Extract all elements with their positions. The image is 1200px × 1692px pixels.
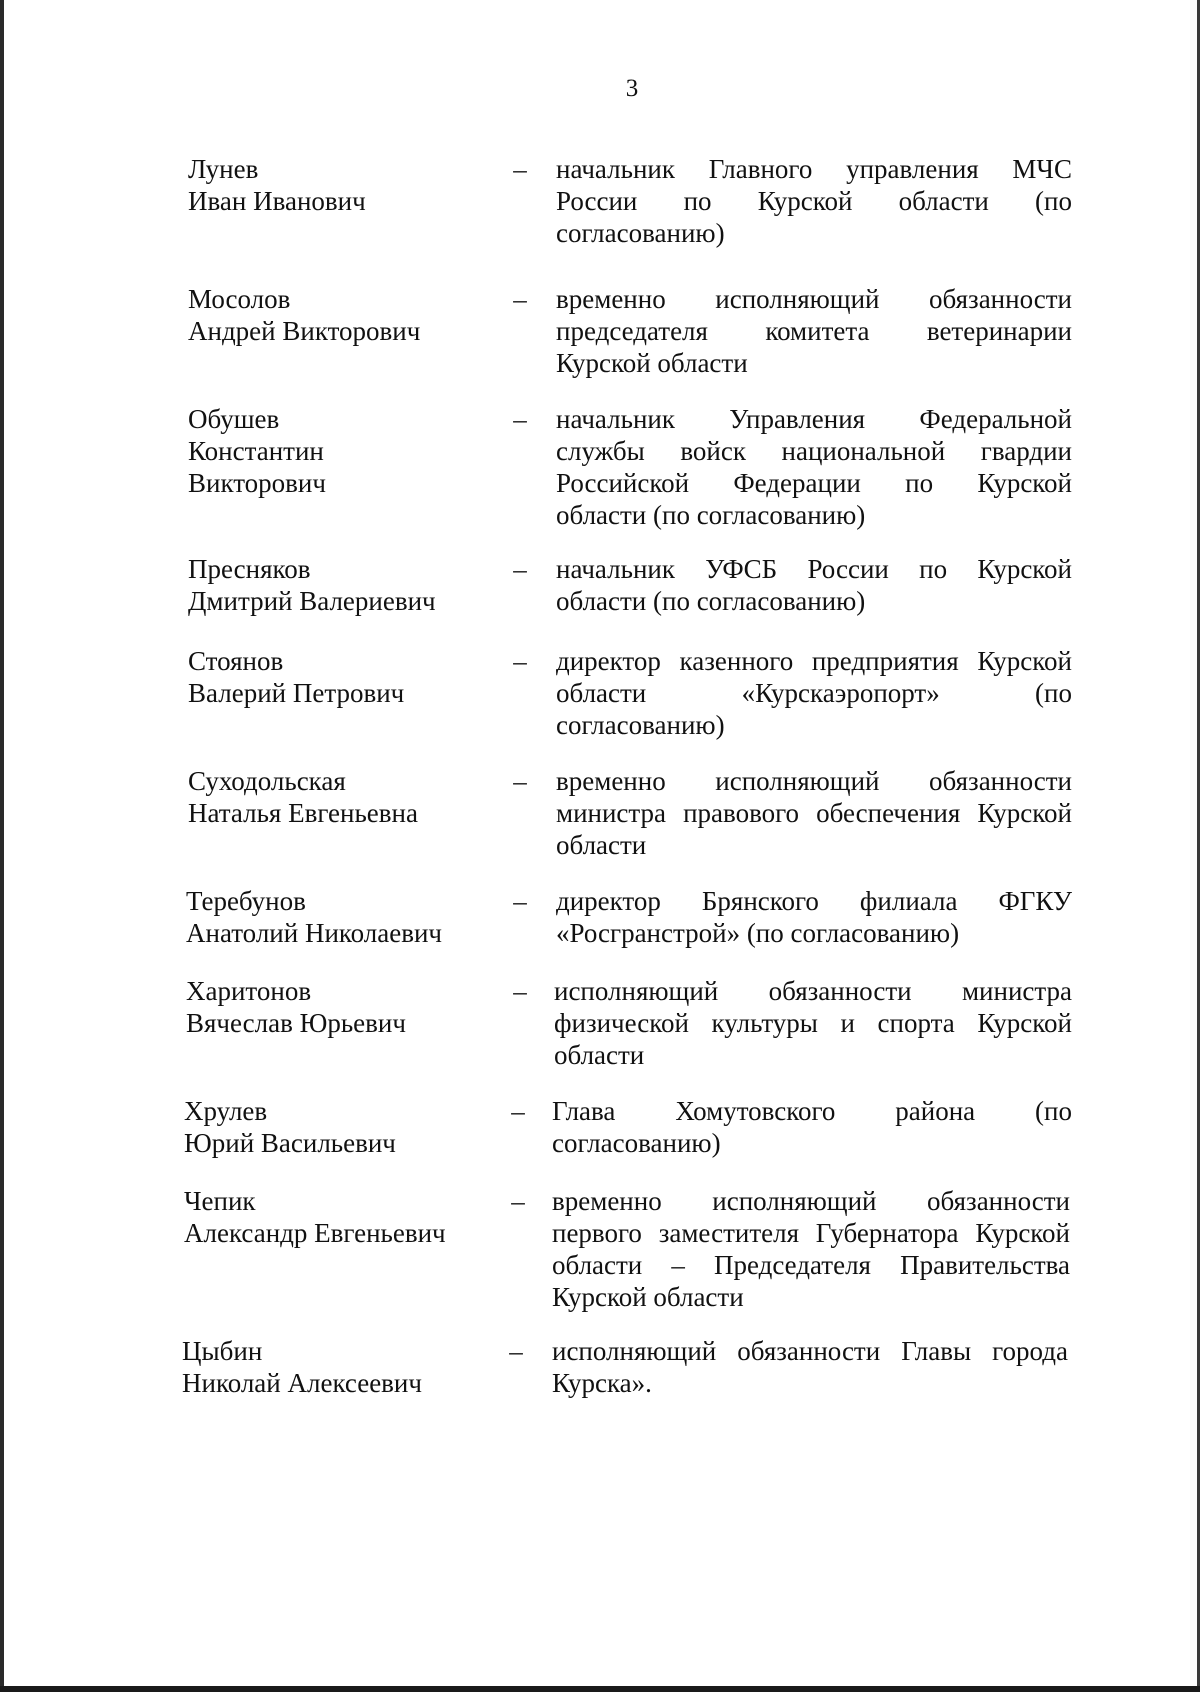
member-position-line: директор Брянского филиала ФГКУ <box>556 886 1072 916</box>
member-position <box>556 645 1072 741</box>
member-name-line: Анатолий Николаевич <box>186 918 442 948</box>
member-position <box>556 283 1072 379</box>
member-position <box>556 153 1072 249</box>
member-position-line: начальник УФСБ России по Курской <box>556 554 1072 584</box>
dash-separator: – <box>513 554 527 584</box>
member-name-line: Лунев <box>188 154 259 184</box>
member-name <box>188 765 488 829</box>
member-name <box>186 975 486 1039</box>
member-position-line: Курской области <box>556 348 748 378</box>
member-position <box>554 975 1072 1071</box>
member-position <box>552 1095 1072 1159</box>
member-position-line: министра правового обеспечения Курской <box>556 798 1072 828</box>
member-name <box>184 1095 484 1159</box>
member-position-line: временно исполняющий обязанности <box>552 1186 1070 1216</box>
dash-separator: – <box>509 1336 523 1366</box>
member-position-line: «Росгранстрой» (по согласованию) <box>556 918 960 948</box>
member-name-line: Дмитрий Валериевич <box>188 586 436 616</box>
member-position-line: начальник Управления Федеральной <box>556 404 1072 434</box>
member-position-line: исполняющий обязанности Главы города <box>552 1336 1068 1366</box>
member-position-line: России по Курской области (по <box>556 186 1072 216</box>
member-name-line: Наталья Евгеньевна <box>188 798 418 828</box>
scan-border-bottom <box>0 1686 1200 1692</box>
member-name-line: Валерий Петрович <box>188 678 405 708</box>
member-name <box>188 645 488 709</box>
dash-separator: – <box>513 976 527 1006</box>
member-name-line: Константин <box>188 436 324 466</box>
member-name-line: Суходольская <box>188 766 346 796</box>
member-name-line: Цыбин <box>182 1336 263 1366</box>
member-position-line: области «Курскаэропорт» (по <box>556 678 1072 708</box>
member-position <box>552 1335 1068 1399</box>
member-name-line: Андрей Викторович <box>188 316 421 346</box>
member-name <box>188 153 488 217</box>
member-name <box>188 403 488 499</box>
scan-border-left <box>0 0 4 1692</box>
member-name-line: Обушев <box>188 404 280 434</box>
dash-separator: – <box>513 646 527 676</box>
member-name-line: Теребунов <box>186 886 306 916</box>
member-name <box>182 1335 482 1399</box>
member-position <box>556 553 1072 617</box>
member-position-line: согласованию) <box>556 710 725 740</box>
member-name <box>184 1185 484 1249</box>
member-position-line: Курска». <box>552 1368 652 1398</box>
dash-separator: – <box>513 404 527 434</box>
member-position-line: председателя комитета ветеринарии <box>556 316 1072 346</box>
member-position-line: области (по согласованию) <box>556 500 866 530</box>
member-name <box>186 885 486 949</box>
member-name-line: Пресняков <box>188 554 311 584</box>
member-position-line: физической культуры и спорта Курской <box>554 1008 1072 1038</box>
dash-separator: – <box>513 766 527 796</box>
member-name-line: Викторович <box>188 468 326 498</box>
member-position <box>556 403 1072 531</box>
member-name-line: Юрий Васильевич <box>184 1128 396 1158</box>
member-position-line: директор казенного предприятия Курской <box>556 646 1072 676</box>
member-name-line: Вячеслав Юрьевич <box>186 1008 406 1038</box>
page-number: 3 <box>625 75 639 102</box>
member-position-line: начальник Главного управления МЧС <box>556 154 1072 184</box>
member-position-line: Глава Хомутовского района (по <box>552 1096 1072 1126</box>
member-name-line: Чепик <box>184 1186 256 1216</box>
member-position <box>556 885 1072 949</box>
member-position-line: временно исполняющий обязанности <box>556 284 1072 314</box>
member-position <box>556 765 1072 861</box>
member-name-line: Александр Евгеньевич <box>184 1218 446 1248</box>
member-position-line: согласованию) <box>556 218 725 248</box>
member-position-line: первого заместителя Губернатора Курской <box>552 1218 1070 1248</box>
dash-separator: – <box>513 886 527 916</box>
member-name-line: Харитонов <box>186 976 312 1006</box>
member-position-line: Курской области <box>552 1282 744 1312</box>
member-position-line: области – Председателя Правительства <box>552 1250 1070 1280</box>
member-position-line: службы войск национальной гвардии <box>556 436 1072 466</box>
member-position-line: исполняющий обязанности министра <box>554 976 1072 1006</box>
member-name-line: Иван Иванович <box>188 186 366 216</box>
member-name-line: Мосолов <box>188 284 291 314</box>
member-name <box>188 283 488 347</box>
member-position-line: области (по согласованию) <box>556 586 866 616</box>
member-position-line: согласованию) <box>552 1128 721 1158</box>
member-name-line: Николай Алексеевич <box>182 1368 422 1398</box>
dash-separator: – <box>513 284 527 314</box>
member-position <box>552 1185 1070 1313</box>
member-name-line: Хрулев <box>184 1096 268 1126</box>
member-position-line: области <box>556 830 647 860</box>
member-position-line: временно исполняющий обязанности <box>556 766 1072 796</box>
dash-separator: – <box>513 154 527 184</box>
member-name-line: Стоянов <box>188 646 284 676</box>
member-position-line: области <box>554 1040 645 1070</box>
dash-separator: – <box>511 1186 525 1216</box>
dash-separator: – <box>511 1096 525 1126</box>
member-name <box>188 553 488 617</box>
member-position-line: Российской Федерации по Курской <box>556 468 1072 498</box>
